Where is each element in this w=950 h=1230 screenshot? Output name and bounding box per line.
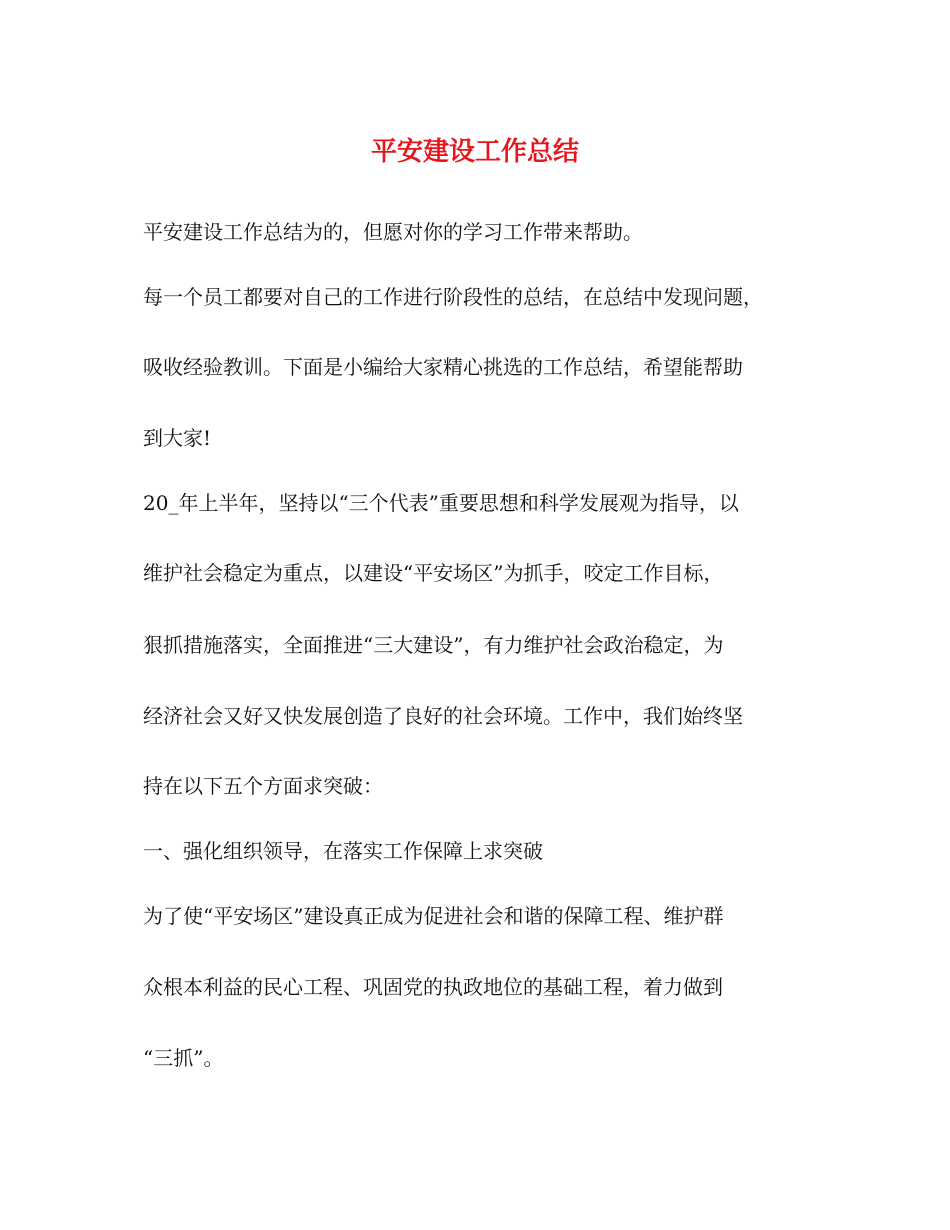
paragraph-line-3: 吸收经验教训。下面是小编给大家精心挑选的工作总结，希望能帮助	[143, 355, 743, 379]
paragraph-line-2: 每一个员工都要对自己的工作进行阶段性的总结，在总结中发现问题，	[143, 285, 763, 309]
section-heading-1: 一、强化组织领导，在落实工作保障上求突破	[143, 839, 543, 863]
paragraph-line-8: 经济社会又好又快发展创造了良好的社会环境。工作中，我们始终坚	[143, 704, 743, 728]
paragraph-line-9: 持在以下五个方面求突破：	[143, 774, 383, 798]
paragraph-line-7: 狠抓措施落实，全面推进“三大建设”，有力维护社会政治稳定，为	[143, 633, 724, 657]
document-title: 平安建设工作总结	[370, 137, 579, 167]
paragraph-line-12: “三抓”。	[143, 1046, 224, 1070]
paragraph-line-11: 众根本利益的民心工程、巩固党的执政地位的基础工程，着力做到	[143, 975, 723, 999]
paragraph-line-5: 20_年上半年，坚持以“三个代表”重要思想和科学发展观为指导，以	[143, 491, 739, 515]
paragraph-line-10: 为了使“平安场区”建设真正成为促进社会和谐的保障工程、维护群	[143, 904, 724, 928]
paragraph-line-1: 平安建设工作总结为的，但愿对你的学习工作带来帮助。	[143, 220, 643, 244]
paragraph-line-6: 维护社会稳定为重点，以建设“平安场区”为抓手，咬定工作目标，	[143, 561, 724, 585]
paragraph-line-4: 到大家!	[143, 426, 212, 450]
